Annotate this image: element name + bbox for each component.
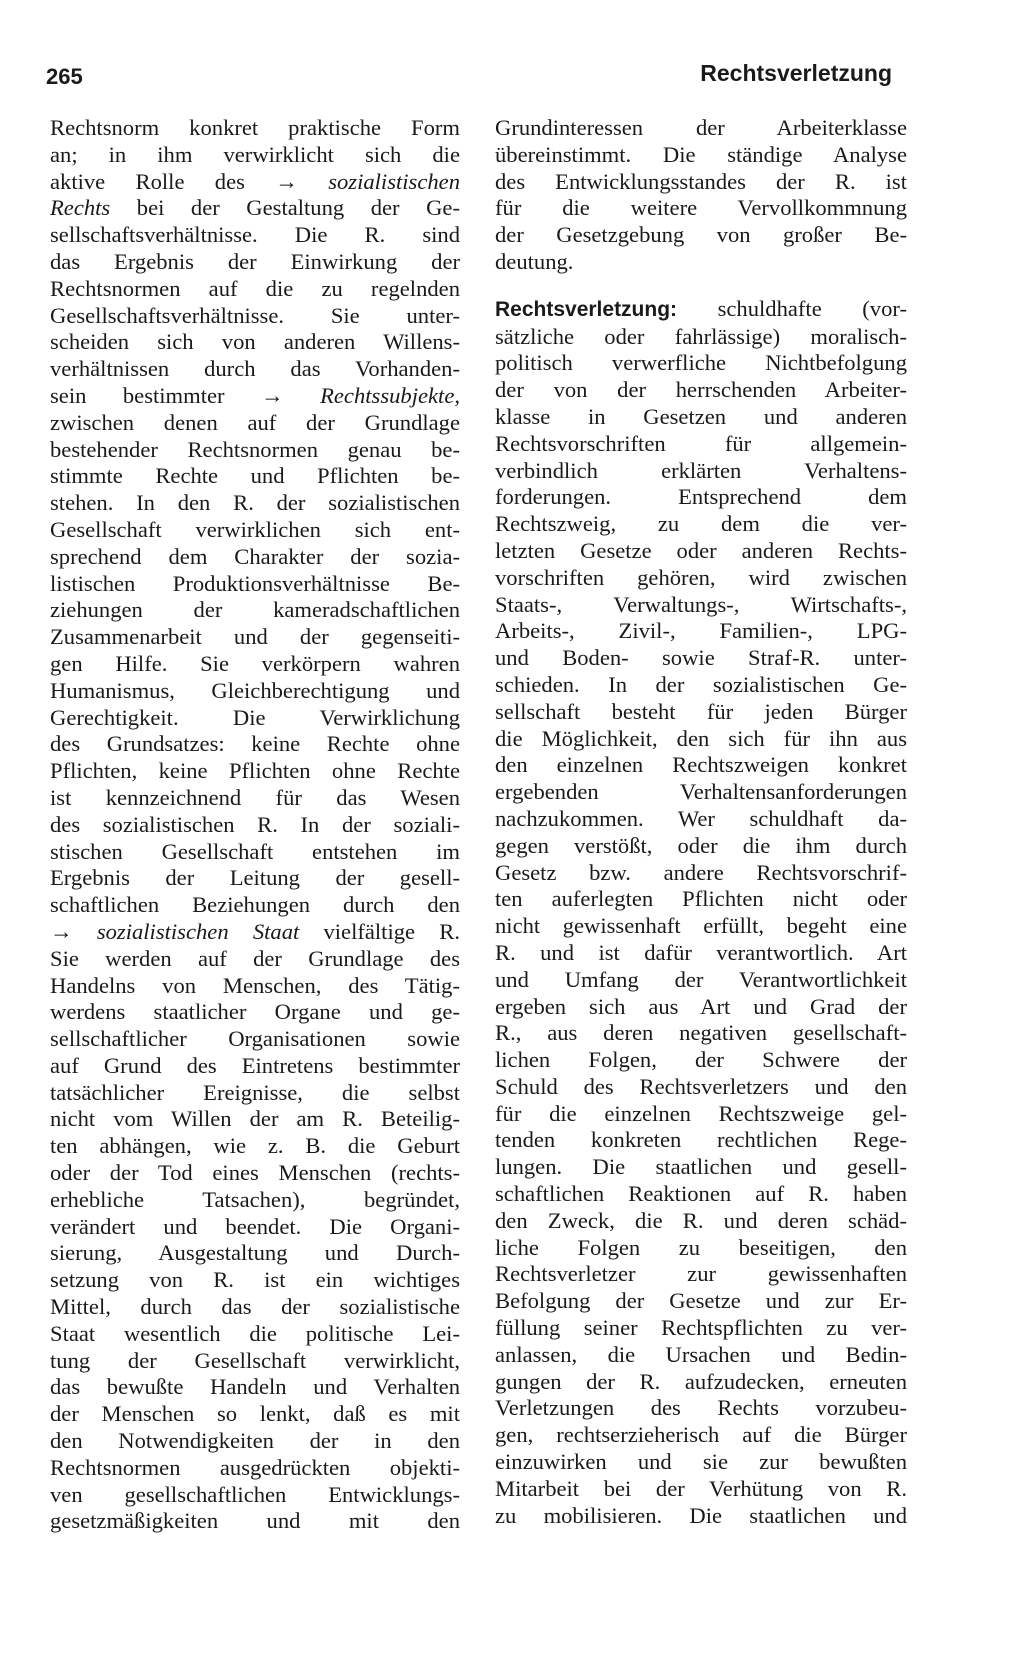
text-segment: ven gesellschaftlichen Entwicklungs-	[50, 1481, 460, 1507]
text-segment: sellschaftsverhältnisse. Die R. sind	[50, 222, 460, 248]
text-line	[495, 324, 907, 351]
text-line	[495, 1422, 907, 1449]
text-line	[495, 672, 907, 699]
text-segment: schieden. In der sozialistischen Ge-	[495, 671, 907, 697]
text-segment: Zusammenarbeit und der gegenseiti-	[50, 624, 460, 650]
text-segment: für die einzelnen Rechtszweige gel-	[495, 1100, 907, 1126]
text-line	[495, 940, 907, 967]
text-line	[495, 538, 907, 565]
text-line	[50, 356, 460, 383]
text-line	[50, 463, 460, 490]
text-segment: nachzukommen. Wer schuldhaft da-	[495, 805, 907, 831]
text-line	[50, 303, 460, 330]
text-segment: schaftlichen Beziehungen durch den	[50, 892, 460, 918]
text-segment: sellschaft besteht für jeden Bürger	[495, 698, 907, 724]
text-line	[50, 1428, 460, 1455]
text-segment: der Gesetzgebung von großer Be-	[495, 222, 907, 248]
text-segment: Sie werden auf der Grundlage des	[50, 945, 460, 971]
text-segment: sätzliche oder fahrlässige) moralisch-	[495, 323, 907, 349]
text-line	[50, 1160, 460, 1187]
text-segment: nicht gewissenhaft erfüllt, begeht eine	[495, 913, 907, 939]
text-segment: sein bestimmter →	[50, 382, 321, 408]
text-line	[495, 1074, 907, 1101]
text-segment: stischen Gesellschaft entstehen im	[50, 838, 460, 864]
text-segment: Grundinteressen der Arbeiterklasse	[495, 115, 907, 140]
text-segment: schuldhafte (vor-	[717, 295, 907, 321]
text-line	[50, 624, 460, 651]
text-segment: der Menschen so lenkt, daß es mit	[50, 1401, 460, 1427]
text-line	[50, 1482, 460, 1509]
text-segment: liche Folgen zu beseitigen, den	[495, 1234, 907, 1260]
text-line	[50, 222, 460, 249]
text-line	[50, 919, 460, 946]
text-segment: letzten Gesetze oder anderen Rechts-	[495, 537, 907, 563]
text-segment: sprechend dem Charakter der sozia-	[50, 543, 460, 569]
text-line	[50, 1321, 460, 1348]
text-line	[50, 678, 460, 705]
text-line	[495, 1181, 907, 1208]
text-segment: Gerechtigkeit. Die Verwirklichung	[50, 704, 460, 730]
text-segment: Schuld des Rechtsverletzers und den	[495, 1073, 907, 1099]
text-segment: klasse in Gesetzen und anderen	[495, 403, 907, 429]
text-line	[50, 705, 460, 732]
text-segment: Staat wesentlich die politische Lei-	[50, 1320, 460, 1346]
text-line	[50, 812, 460, 839]
text-line	[495, 1047, 907, 1074]
text-line	[495, 752, 907, 779]
text-line	[50, 571, 460, 598]
text-line	[50, 785, 460, 812]
text-segment: Mitarbeit bei der Verhütung von R.	[495, 1475, 907, 1501]
text-segment: Rechtsnormen auf die zu regelnden	[50, 275, 460, 301]
text-segment: ergebenden Verhaltensanforderungen	[495, 779, 907, 805]
text-segment: des sozialistischen R. In der soziali-	[50, 811, 460, 837]
text-segment: werdens staatlicher Organe und ge-	[50, 999, 460, 1025]
text-segment: R., aus deren negativen gesellschaft-	[495, 1020, 907, 1046]
text-line	[495, 249, 907, 276]
text-line	[50, 1267, 460, 1294]
text-segment: zwischen denen auf der Grundlage	[50, 409, 460, 435]
text-segment: Gesellschaft verwirklichen sich ent-	[50, 516, 460, 542]
text-segment: gegen verstößt, oder die ihm durch	[495, 832, 907, 858]
text-segment: sierung, Ausgestaltung und Durch-	[50, 1240, 460, 1266]
text-segment: bei der Gestaltung der Ge-	[110, 195, 460, 221]
text-line	[50, 1348, 460, 1375]
italic-reference: Rechtssubjekte,	[320, 382, 460, 408]
italic-reference: sozialistischen Staat	[96, 918, 300, 944]
text-segment: gen, rechtserzieherisch auf die Bürger	[495, 1422, 907, 1448]
text-segment: bestehender Rechtsnormen genau be-	[50, 436, 460, 462]
text-segment: gen Hilfe. Sie verkörpern wahren	[50, 650, 460, 676]
text-line	[495, 1235, 907, 1262]
text-line	[50, 946, 460, 973]
text-line	[50, 383, 460, 410]
text-line	[50, 651, 460, 678]
text-segment: Gesellschaftsverhältnisse. Sie unter-	[50, 302, 460, 328]
text-segment: Verletzungen des Rechts vorzubeu-	[495, 1395, 907, 1421]
text-segment: erhebliche Tatsachen), begründet,	[50, 1186, 460, 1212]
text-line	[495, 222, 907, 249]
text-line	[50, 1455, 460, 1482]
text-segment: scheiden sich von anderen Willens-	[50, 329, 460, 355]
page-number: 265	[46, 64, 83, 89]
text-segment: der von der herrschenden Arbeiter-	[495, 377, 907, 403]
text-segment: die Möglichkeit, den sich für ihn aus	[495, 725, 907, 751]
entry-headword: Rechtsverletzung:	[495, 297, 678, 321]
text-line	[495, 645, 907, 672]
text-line	[495, 431, 907, 458]
text-segment: vorschriften gehören, wird zwischen	[495, 564, 907, 590]
text-segment: politisch verwerfliche Nichtbefolgung	[495, 350, 907, 376]
text-line	[495, 1101, 907, 1128]
text-line	[495, 806, 907, 833]
text-line	[495, 860, 907, 887]
text-line	[495, 699, 907, 726]
text-segment: übereinstimmt. Die ständige Analyse	[495, 141, 907, 167]
text-line	[50, 1080, 460, 1107]
text-segment: vielfältige R.	[299, 918, 460, 944]
text-line	[50, 1240, 460, 1267]
text-segment: und Umfang der Verantwortlichkeit	[495, 966, 907, 992]
text-segment: Handelns von Menschen, des Tätig-	[50, 972, 460, 998]
text-line	[50, 142, 460, 169]
text-segment: für die weitere Vervollkommnung	[495, 195, 907, 221]
text-line	[495, 726, 907, 753]
text-line	[495, 458, 907, 485]
text-line	[50, 731, 460, 758]
text-line	[495, 618, 907, 645]
text-segment: Rechtsverletzer zur gewissenhaften	[495, 1261, 907, 1287]
left-column	[50, 115, 460, 1535]
text-line	[495, 886, 907, 913]
text-line	[495, 967, 907, 994]
text-line	[495, 1127, 907, 1154]
text-segment: tenden konkreten rechtlichen Rege-	[495, 1127, 907, 1153]
text-segment: verändert und beendet. Die Organi-	[50, 1213, 460, 1239]
text-line	[50, 1053, 460, 1080]
text-line	[50, 115, 460, 142]
text-segment: ziehungen der kameradschaftlichen	[50, 597, 460, 623]
text-line	[50, 169, 460, 196]
text-line	[495, 1476, 907, 1503]
text-segment: deutung.	[495, 248, 574, 274]
text-line	[495, 833, 907, 860]
text-segment: R. und ist dafür verantwortlich. Art	[495, 939, 907, 965]
text-segment: des Grundsatzes: keine Rechte ohne	[50, 731, 460, 757]
text-segment: aktive Rolle des →	[50, 168, 329, 194]
text-line	[495, 1369, 907, 1396]
text-segment: ergeben sich aus Art und Grad der	[495, 993, 907, 1019]
text-segment: einzuwirken und sie zur bewußten	[495, 1449, 907, 1475]
text-segment: lungen. Die staatlichen und gesell-	[495, 1154, 907, 1180]
text-segment: Mittel, durch das der sozialistische	[50, 1294, 460, 1320]
text-segment: Gesetz bzw. andere Rechtsvorschrif-	[495, 859, 907, 885]
text-segment: das bewußte Handeln und Verhalten	[50, 1374, 460, 1400]
previous-entry-continuation	[495, 115, 907, 276]
text-line	[50, 839, 460, 866]
text-segment: stehen. In den R. der sozialistischen	[50, 490, 460, 516]
text-line	[495, 115, 907, 142]
text-line	[50, 1133, 460, 1160]
italic-reference: sozialistischen	[328, 168, 460, 194]
text-line	[495, 350, 907, 377]
text-segment: →	[50, 918, 97, 944]
text-line	[495, 1288, 907, 1315]
text-segment: verhältnissen durch das Vorhanden-	[50, 356, 460, 382]
text-segment: listischen Produktionsverhältnisse Be-	[50, 570, 460, 596]
text-segment: Humanismus, Gleichberechtigung und	[50, 677, 460, 703]
text-segment: Rechtszweig, zu dem die ver-	[495, 511, 907, 537]
text-line	[495, 404, 907, 431]
text-segment: Staats-, Verwaltungs-, Wirtschafts-,	[495, 591, 907, 617]
text-segment: und Boden- sowie Straf-R. unter-	[495, 645, 907, 671]
text-line	[495, 1395, 907, 1422]
text-line	[495, 511, 907, 538]
entry-first-line	[495, 296, 907, 324]
text-segment: füllung seiner Rechtspflichten zu ver-	[495, 1315, 907, 1341]
entry-gap	[495, 276, 907, 296]
text-segment: stimmte Rechte und Pflichten be-	[50, 463, 460, 489]
text-line	[50, 1294, 460, 1321]
text-segment: Ergebnis der Leitung der gesell-	[50, 865, 460, 891]
text-line	[50, 1187, 460, 1214]
text-segment: den Notwendigkeiten der in den	[50, 1428, 460, 1454]
text-segment: Rechtsnormen ausgedrückten objekti-	[50, 1454, 460, 1480]
text-segment: an; in ihm verwirklicht sich die	[50, 141, 460, 167]
text-segment: Arbeits-, Zivil-, Familien-, LPG-	[495, 618, 907, 644]
text-line	[50, 195, 460, 222]
text-segment: den einzelnen Rechtszweigen konkret	[495, 752, 907, 778]
text-segment: setzung von R. ist ein wichtiges	[50, 1267, 460, 1293]
text-segment: ten auferlegten Pflichten nicht oder	[495, 886, 907, 912]
text-segment: auf Grund des Eintretens bestimmter	[50, 1052, 460, 1078]
text-segment: ten abhängen, wie z. B. die Geburt	[50, 1133, 460, 1159]
text-segment: den Zweck, die R. und deren schäd-	[495, 1207, 907, 1233]
text-segment: oder der Tod eines Menschen (rechts-	[50, 1160, 460, 1186]
text-segment: sellschaftlicher Organisationen sowie	[50, 1026, 460, 1052]
text-segment: gungen der R. aufzudecken, erneuten	[495, 1368, 907, 1394]
text-segment: Pflichten, keine Pflichten ohne Rechte	[50, 758, 460, 784]
right-column	[495, 115, 907, 1529]
text-line	[495, 913, 907, 940]
text-line	[495, 565, 907, 592]
text-line	[50, 597, 460, 624]
text-segment: Rechtsnorm konkret praktische Form	[50, 115, 460, 140]
text-line	[50, 1214, 460, 1241]
entry-rechtsverletzung	[495, 296, 907, 1530]
text-line	[50, 1106, 460, 1133]
text-line	[50, 1508, 460, 1535]
text-segment: lichen Folgen, der Schwere der	[495, 1047, 907, 1073]
text-segment: anlassen, die Ursachen und Bedin-	[495, 1341, 907, 1367]
text-line	[495, 484, 907, 511]
text-segment: Befolgung der Gesetze und zur Er-	[495, 1288, 907, 1314]
text-line	[495, 1208, 907, 1235]
text-line	[50, 892, 460, 919]
text-line	[50, 410, 460, 437]
text-line	[50, 1026, 460, 1053]
text-segment: Rechtsvorschriften für allgemein-	[495, 430, 907, 456]
text-line	[495, 1020, 907, 1047]
text-line	[50, 1401, 460, 1428]
text-line	[495, 169, 907, 196]
text-segment: das Ergebnis der Einwirkung der	[50, 248, 460, 274]
text-line	[495, 195, 907, 222]
text-segment: schaftlichen Reaktionen auf R. haben	[495, 1181, 907, 1207]
text-line	[50, 865, 460, 892]
text-line	[50, 329, 460, 356]
text-line	[495, 1449, 907, 1476]
text-line	[495, 1261, 907, 1288]
text-line	[495, 994, 907, 1021]
text-line	[50, 437, 460, 464]
running-head: Rechtsverletzung	[700, 60, 892, 86]
text-segment: ist kennzeichnend für das Wesen	[50, 784, 460, 810]
text-line	[495, 779, 907, 806]
text-segment: tung der Gesellschaft verwirklicht,	[50, 1347, 460, 1373]
italic-reference: Rechts	[50, 195, 111, 221]
text-segment: tatsächlicher Ereignisse, die selbst	[50, 1079, 460, 1105]
text-line	[50, 544, 460, 571]
text-line	[50, 249, 460, 276]
text-segment: forderungen. Entsprechend dem	[495, 484, 907, 510]
text-line	[495, 142, 907, 169]
text-line	[50, 517, 460, 544]
text-line	[495, 592, 907, 619]
text-line	[50, 490, 460, 517]
text-line	[50, 1374, 460, 1401]
text-segment: gesetzmäßigkeiten und mit den	[50, 1508, 460, 1534]
text-line	[50, 999, 460, 1026]
text-segment: verbindlich erklärten Verhaltens-	[495, 457, 907, 483]
text-line	[50, 758, 460, 785]
text-line	[495, 1315, 907, 1342]
text-segment: des Entwicklungsstandes der R. ist	[495, 168, 907, 194]
text-line	[495, 1342, 907, 1369]
text-line	[50, 276, 460, 303]
text-line	[50, 973, 460, 1000]
text-line	[495, 377, 907, 404]
text-segment: zu mobilisieren. Die staatlichen und	[495, 1502, 907, 1528]
text-line	[495, 1503, 907, 1530]
text-line	[495, 1154, 907, 1181]
text-segment: nicht vom Willen der am R. Beteilig-	[50, 1106, 460, 1132]
